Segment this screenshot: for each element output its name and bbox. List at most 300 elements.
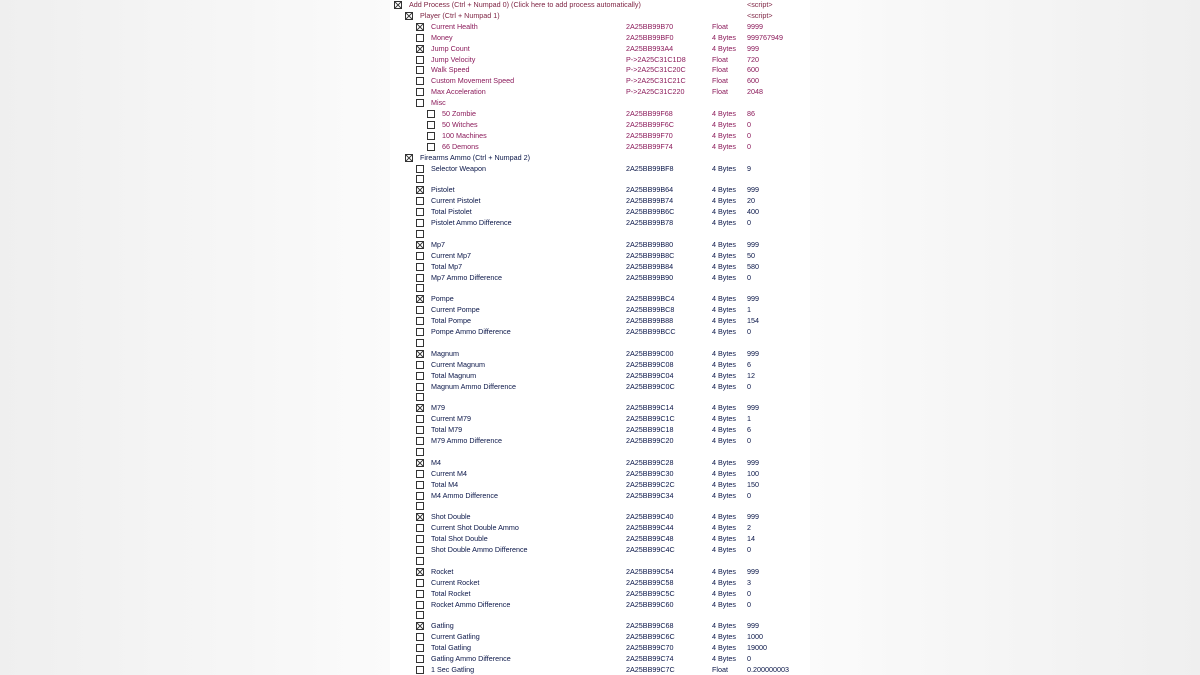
description-cell: 50 Witches [442,119,478,129]
description-cell: Current Gatling [431,632,480,642]
row-checkbox[interactable] [405,154,413,162]
description-cell: Total Pompe [431,316,471,326]
table-row[interactable] [390,185,810,196]
value-cell: 6 [747,359,751,369]
row-checkbox[interactable] [416,590,424,598]
row-checkbox[interactable] [416,513,424,521]
table-row[interactable] [390,360,810,371]
value-cell: 999767949 [747,32,783,42]
description-cell: Custom Movement Speed [431,76,515,86]
value-cell: 3 [747,577,751,587]
type-cell: 4 Bytes [712,130,736,140]
type-cell: 4 Bytes [712,109,736,118]
table-row[interactable] [390,65,810,76]
row-checkbox[interactable] [427,121,435,129]
table-row[interactable] [390,621,810,632]
table-row[interactable] [390,589,810,600]
type-cell: 4 Bytes [712,272,736,282]
row-checkbox[interactable] [416,633,424,641]
table-row[interactable] [390,283,810,294]
table-row[interactable] [390,164,810,175]
address-cell: P->2A25C31C21C [626,76,686,86]
row-checkbox[interactable] [416,481,424,489]
table-row[interactable] [390,371,810,382]
address-cell: 2A25BB99B74 [626,196,674,206]
table-row[interactable] [390,480,810,491]
row-checkbox[interactable] [416,175,424,183]
value-cell: 9 [747,163,751,173]
address-cell: 2A25BB99B88 [626,316,674,326]
table-row[interactable] [390,382,810,393]
address-cell: 2A25BB99B78 [626,218,674,227]
type-cell: 4 Bytes [712,425,736,435]
row-checkbox[interactable] [416,306,424,314]
description-cell: M79 Ammo Difference [431,436,502,445]
value-cell: 0 [747,130,751,140]
row-checkbox[interactable] [416,295,424,303]
table-row[interactable] [390,76,810,87]
address-cell: 2A25BB99C18 [626,425,674,435]
row-checkbox[interactable] [416,535,424,543]
description-cell: 1 Sec Gatling [431,664,475,674]
row-checkbox[interactable] [416,88,424,96]
table-row[interactable] [390,87,810,98]
address-cell: 2A25BB99B70 [626,21,674,31]
address-cell: 2A25BB99BF8 [626,163,674,173]
table-row[interactable] [390,545,810,556]
type-cell: 4 Bytes [712,185,736,195]
type-cell: 4 Bytes [712,218,736,227]
row-checkbox[interactable] [416,284,424,292]
address-cell: 2A25BB99B84 [626,261,674,271]
address-cell: 2A25BB99B80 [626,239,674,249]
row-checkbox[interactable] [416,437,424,445]
table-row[interactable] [390,458,810,469]
table-row[interactable] [390,392,810,403]
type-cell: 4 Bytes [712,32,736,42]
type-cell: 4 Bytes [712,239,736,249]
description-cell: Total Gatling [431,643,471,653]
description-cell: Misc [431,98,446,108]
table-row[interactable] [390,610,810,621]
table-row[interactable] [390,294,810,305]
row-checkbox[interactable] [416,241,424,249]
row-checkbox[interactable] [416,252,424,260]
value-cell: 999 [747,403,759,413]
value-cell: 6 [747,425,751,435]
address-cell: 2A25BB99C04 [626,370,674,380]
description-cell: M4 [431,457,441,467]
value-cell: 720 [747,54,759,64]
address-cell: 2A25BB99BCC [626,327,676,336]
type-cell: 4 Bytes [712,479,736,489]
description-cell: Selector Weapon [431,163,487,173]
description-cell: Total M4 [431,479,459,489]
type-cell: 4 Bytes [712,632,736,642]
description-cell: M79 [431,403,445,413]
description-cell: Pompe [431,294,454,304]
type-cell: 4 Bytes [712,348,736,358]
description-cell: Pistolet [431,185,455,195]
description-cell: 66 Demons [442,141,479,151]
value-cell: 0 [747,599,751,609]
row-checkbox[interactable] [416,383,424,391]
address-cell: 2A25BB99F6C [626,119,674,129]
row-checkbox[interactable] [416,579,424,587]
table-row[interactable] [390,578,810,589]
description-cell: Current Rocket [431,577,480,587]
address-cell: 2A25BB99C5C [626,588,675,598]
row-checkbox[interactable] [416,165,424,173]
type-cell: 4 Bytes [712,141,736,151]
row-checkbox[interactable] [416,274,424,282]
table-row[interactable] [390,229,810,240]
description-cell: Total Shot Double [431,534,488,544]
description-cell: Shot Double [431,512,471,522]
value-cell: 580 [747,261,759,271]
table-row[interactable] [390,98,810,109]
background-left [0,0,390,675]
table-row[interactable] [390,196,810,207]
description-cell: Current Health [431,21,478,31]
table-row[interactable] [390,447,810,458]
description-cell: Gatling [431,621,454,631]
table-row[interactable] [390,207,810,218]
address-cell: 2A25BB99F70 [626,130,673,140]
table-row[interactable] [390,534,810,545]
description-cell: Player (Ctrl + Numpad 1) [420,10,500,20]
table-row[interactable] [390,436,810,447]
row-checkbox[interactable] [416,230,424,238]
table-row[interactable] [390,55,810,66]
row-checkbox[interactable] [416,546,424,554]
row-checkbox[interactable] [416,350,424,358]
table-row[interactable] [390,349,810,360]
row-checkbox[interactable] [416,601,424,609]
value-cell: <script> [747,10,773,20]
value-cell: 999 [747,294,759,304]
address-cell: P->2A25C31C20C [626,65,686,75]
description-cell: M4 Ammo Difference [431,490,498,500]
description-cell: Gatling Ammo Difference [431,654,511,663]
value-cell: 100 [747,468,759,478]
row-checkbox[interactable] [416,644,424,652]
address-cell: 2A25BB99C34 [626,490,674,500]
value-cell: 1 [747,414,751,424]
address-cell: 2A25BB99C48 [626,534,674,544]
address-cell: 2A25BB99C6C [626,632,675,642]
table-row[interactable] [390,665,810,675]
address-cell: 2A25BB99C70 [626,643,674,653]
type-cell: 4 Bytes [712,119,736,129]
table-row[interactable] [390,556,810,567]
row-checkbox[interactable] [416,426,424,434]
description-cell: Current M4 [431,468,467,478]
value-cell: <script> [747,0,773,9]
row-checkbox[interactable] [416,56,424,64]
address-cell: 2A25BB99C0C [626,381,675,391]
row-checkbox[interactable] [416,45,424,53]
address-cell: 2A25BB99F68 [626,109,673,118]
table-row[interactable] [390,643,810,654]
type-cell: 4 Bytes [712,305,736,315]
value-cell: 0 [747,654,751,663]
table-row[interactable] [390,512,810,523]
address-cell: 2A25BB99C58 [626,577,674,587]
value-cell: 0 [747,436,751,445]
description-cell: Mp7 Ammo Difference [431,272,502,282]
row-checkbox[interactable] [416,208,424,216]
description-cell: Jump Velocity [431,54,476,64]
address-cell: 2A25BB99B64 [626,185,674,195]
row-checkbox[interactable] [405,12,413,20]
address-cell: 2A25BB99C40 [626,512,674,522]
value-cell: 0 [747,272,751,282]
row-checkbox[interactable] [416,611,424,619]
value-cell: 999 [747,621,759,631]
row-checkbox[interactable] [416,524,424,532]
table-row[interactable] [390,0,810,11]
type-cell: Float [712,65,728,75]
value-cell: 2 [747,523,751,533]
row-checkbox[interactable] [416,622,424,630]
value-cell: 20 [747,196,755,206]
value-cell: 2048 [747,87,763,97]
description-cell: Firearms Ammo (Ctrl + Numpad 2) [420,152,531,162]
row-checkbox[interactable] [416,186,424,194]
table-row[interactable] [390,469,810,480]
value-cell: 0 [747,141,751,151]
description-cell: Current Mp7 [431,250,471,260]
table-row[interactable] [390,316,810,327]
description-cell: Total Magnum [431,370,477,380]
value-cell: 999 [747,566,759,576]
type-cell: 4 Bytes [712,163,736,173]
table-row[interactable] [390,174,810,185]
description-cell: Rocket [431,566,454,576]
row-checkbox[interactable] [416,666,424,674]
row-checkbox[interactable] [416,339,424,347]
value-cell: 1000 [747,632,763,642]
type-cell: 4 Bytes [712,43,736,53]
table-row[interactable] [390,22,810,33]
table-row[interactable] [390,567,810,578]
description-cell: Current Shot Double Ammo [431,523,519,533]
table-row[interactable] [390,338,810,349]
type-cell: 4 Bytes [712,250,736,260]
description-cell: 50 Zombie [442,109,476,118]
value-cell: 0 [747,218,751,227]
table-row[interactable] [390,501,810,512]
table-row[interactable] [390,131,810,142]
row-checkbox[interactable] [416,328,424,336]
description-cell: Current Pistolet [431,196,481,206]
type-cell: 4 Bytes [712,512,736,522]
row-checkbox[interactable] [416,459,424,467]
description-cell: Max Acceleration [431,87,486,97]
address-cell: 2A25BB99C20 [626,436,674,445]
row-checkbox[interactable] [416,34,424,42]
table-row[interactable] [390,11,810,22]
address-cell: 2A25BB99C68 [626,621,674,631]
description-cell: Magnum Ammo Difference [431,381,516,391]
table-row[interactable] [390,44,810,55]
type-cell: 4 Bytes [712,370,736,380]
table-row[interactable] [390,600,810,611]
row-checkbox[interactable] [416,317,424,325]
address-cell: 2A25BB99C30 [626,468,674,478]
table-row[interactable] [390,33,810,44]
address-cell: 2A25BB99BC8 [626,305,675,315]
row-checkbox[interactable] [394,1,402,9]
type-cell: 4 Bytes [712,294,736,304]
background-right [810,0,1200,675]
type-cell: 4 Bytes [712,566,736,576]
type-cell: 4 Bytes [712,577,736,587]
table-row[interactable] [390,305,810,316]
description-cell: Shot Double Ammo Difference [431,545,528,554]
table-row[interactable] [390,240,810,251]
table-row[interactable] [390,414,810,425]
table-row[interactable] [390,251,810,262]
type-cell: 4 Bytes [712,534,736,544]
row-checkbox[interactable] [416,448,424,456]
address-cell: 2A25BB99C00 [626,348,674,358]
table-row[interactable] [390,109,810,120]
type-cell: 4 Bytes [712,643,736,653]
table-row[interactable] [390,153,810,164]
row-checkbox[interactable] [416,99,424,107]
address-cell: 2A25BB99F74 [626,141,673,151]
description-cell: Walk Speed [431,65,470,75]
row-checkbox[interactable] [427,143,435,151]
table-row[interactable] [390,142,810,153]
type-cell: 4 Bytes [712,457,736,467]
description-cell: Current M79 [431,414,471,424]
type-cell: 4 Bytes [712,523,736,533]
table-row[interactable] [390,491,810,502]
type-cell: 4 Bytes [712,207,736,217]
type-cell: 4 Bytes [712,261,736,271]
value-cell: 14 [747,534,755,544]
row-checkbox[interactable] [416,415,424,423]
description-cell: Total Pistolet [431,207,472,217]
type-cell: Float [712,21,728,31]
value-cell: 1 [747,305,751,315]
table-row[interactable] [390,218,810,229]
table-row[interactable] [390,403,810,414]
row-checkbox[interactable] [416,492,424,500]
row-checkbox[interactable] [416,23,424,31]
address-cell: 2A25BB99BC4 [626,294,675,304]
row-checkbox[interactable] [416,404,424,412]
type-cell: 4 Bytes [712,490,736,500]
row-checkbox[interactable] [416,66,424,74]
description-cell: Money [431,32,453,42]
row-checkbox[interactable] [416,393,424,401]
row-checkbox[interactable] [416,372,424,380]
address-cell: P->2A25C31C1D8 [626,54,686,64]
type-cell: 4 Bytes [712,381,736,391]
description-cell: Total Mp7 [431,261,463,271]
value-cell: 0 [747,490,751,500]
address-cell: 2A25BB99C2C [626,479,675,489]
value-cell: 600 [747,65,759,75]
value-cell: 86 [747,109,755,118]
description-cell: Pistolet Ammo Difference [431,218,512,227]
value-cell: 0 [747,119,751,129]
row-checkbox[interactable] [416,655,424,663]
table-row[interactable] [390,273,810,284]
value-cell: 999 [747,185,759,195]
type-cell: Float [712,87,728,97]
description-cell: Current Magnum [431,359,485,369]
type-cell: 4 Bytes [712,316,736,326]
row-checkbox[interactable] [427,110,435,118]
table-row[interactable] [390,327,810,338]
address-cell: P->2A25C31C220 [626,87,685,97]
address-cell: 2A25BB99B6C [626,207,675,217]
row-checkbox[interactable] [416,77,424,85]
table-row[interactable] [390,654,810,665]
value-cell: 999 [747,457,759,467]
row-checkbox[interactable] [416,197,424,205]
description-cell: Rocket Ammo Difference [431,599,511,609]
value-cell: 12 [747,370,755,380]
description-cell: Jump Count [431,43,470,53]
row-checkbox[interactable] [416,361,424,369]
row-checkbox[interactable] [416,219,424,227]
row-checkbox[interactable] [416,568,424,576]
row-checkbox[interactable] [416,502,424,510]
description-cell: Current Pompe [431,305,480,315]
value-cell: 400 [747,207,759,217]
value-cell: 999 [747,43,759,53]
address-cell: 2A25BB99B90 [626,272,674,282]
cheat-table [390,0,810,675]
type-cell: 4 Bytes [712,359,736,369]
description-cell: Add Process (Ctrl + Numpad 0) (Click here to add process automatically) [409,0,641,9]
description-cell: Total Rocket [431,588,471,598]
type-cell: 4 Bytes [712,654,736,663]
table-row[interactable] [390,632,810,643]
type-cell: 4 Bytes [712,621,736,631]
row-checkbox[interactable] [416,557,424,565]
type-cell: 4 Bytes [712,327,736,336]
table-row[interactable] [390,523,810,534]
address-cell: 2A25BB99B8C [626,250,675,260]
value-cell: 0 [747,588,751,598]
value-cell: 999 [747,239,759,249]
description-cell: Magnum [431,348,459,358]
row-checkbox[interactable] [416,470,424,478]
value-cell: 600 [747,76,759,86]
type-cell: 4 Bytes [712,468,736,478]
row-checkbox[interactable] [427,132,435,140]
description-cell: Pompe Ammo Difference [431,327,511,336]
table-row[interactable] [390,425,810,436]
type-cell: 4 Bytes [712,588,736,598]
table-row[interactable] [390,120,810,131]
value-cell: 0 [747,327,751,336]
table-row[interactable] [390,262,810,273]
value-cell: 999 [747,512,759,522]
type-cell: 4 Bytes [712,196,736,206]
row-checkbox[interactable] [416,263,424,271]
address-cell: 2A25BB99C54 [626,566,674,576]
type-cell: 4 Bytes [712,414,736,424]
value-cell: 19000 [747,643,767,653]
